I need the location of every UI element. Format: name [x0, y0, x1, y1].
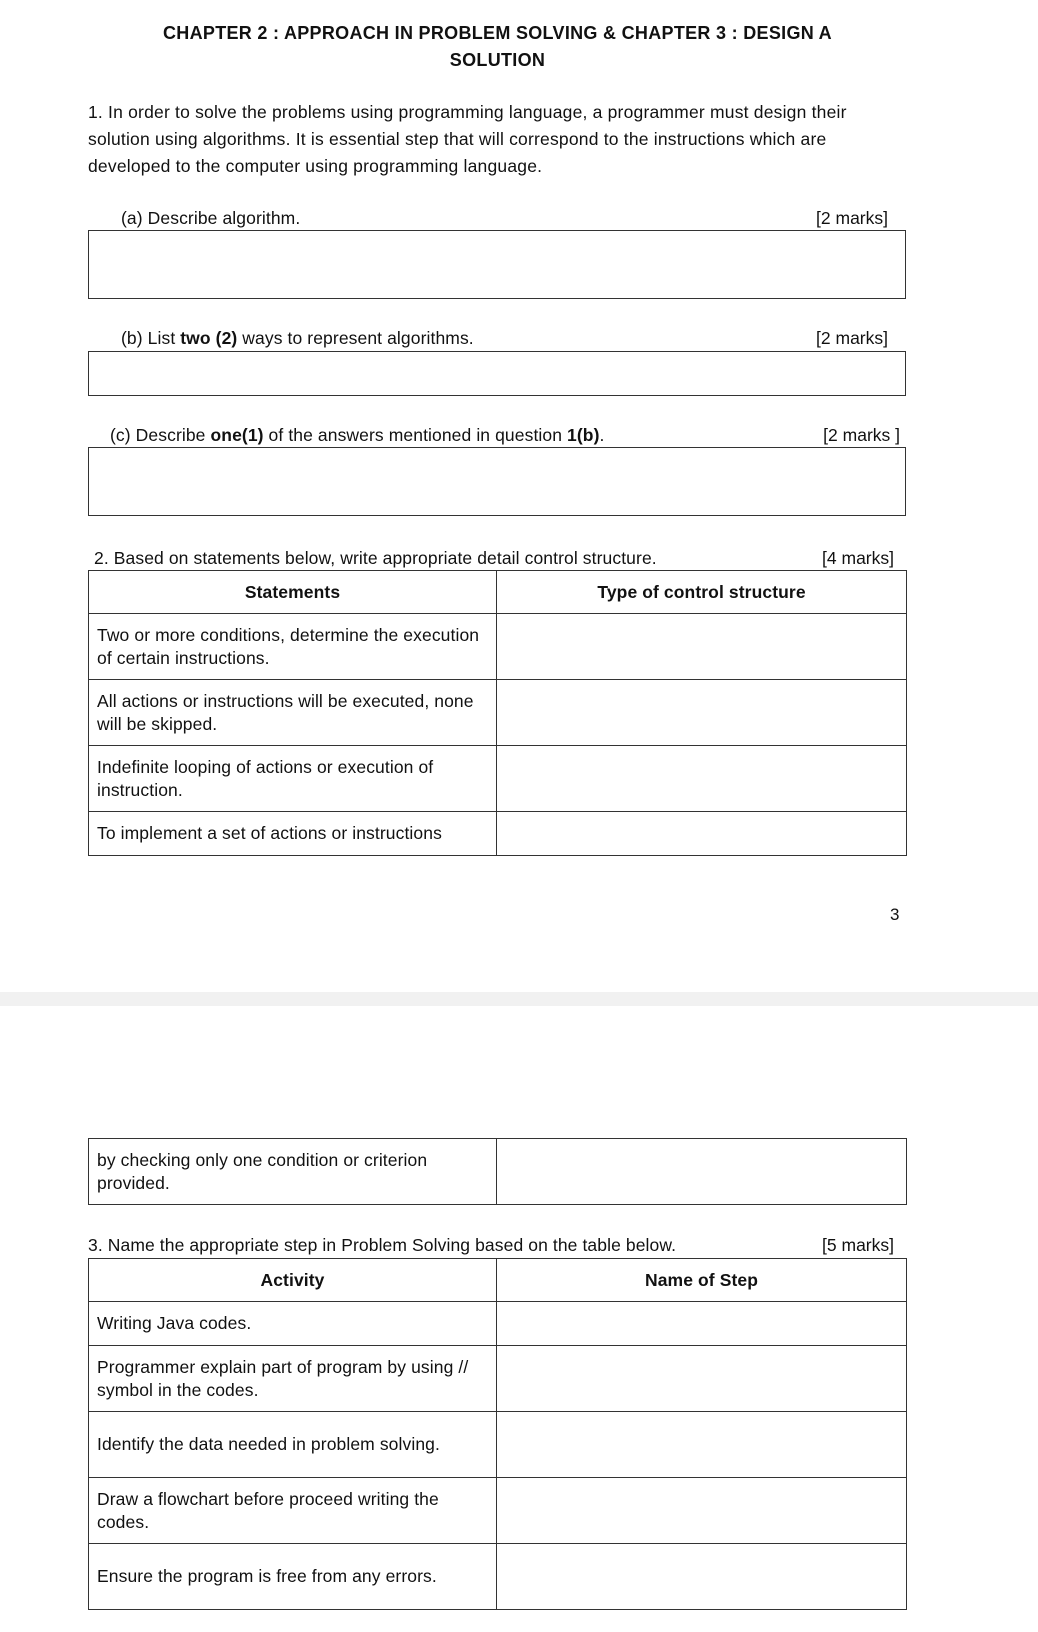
q3-col-step-name: Name of Step — [497, 1259, 907, 1302]
q3-marks: [5 marks] — [822, 1235, 894, 1255]
q2-statement: Two or more conditions, determine the execution of certain instructions. — [89, 614, 497, 680]
q3-activity: Identify the data needed in problem solving. — [89, 1412, 497, 1478]
q3-answer-cell[interactable] — [497, 1302, 907, 1346]
q1b-text-pre: (b) List — [121, 328, 181, 348]
table-row — [89, 812, 907, 856]
table-row — [89, 1139, 907, 1205]
q1c-text-bold2: 1(b) — [567, 425, 600, 445]
q2-col-control-structure: Type of control structure — [497, 571, 907, 614]
q1c-question — [110, 424, 604, 446]
q3-answer-cell[interactable] — [497, 1544, 907, 1610]
page-number: 3 — [890, 905, 900, 924]
q1a-answer-box[interactable] — [88, 230, 906, 299]
q1c-text-post: . — [599, 425, 605, 445]
page-break-divider — [0, 992, 1038, 1006]
q1c-marks: [2 marks ] — [823, 425, 900, 445]
q2-table — [88, 570, 907, 856]
table-row — [89, 1412, 907, 1478]
q3-answer-cell[interactable] — [497, 1478, 907, 1544]
title-line-1: CHAPTER 2 : APPROACH IN PROBLEM SOLVING & CHAPTER 3 : DESIGN A — [163, 23, 832, 43]
q3-col-activity: Activity — [89, 1259, 497, 1302]
title-line-2: SOLUTION — [449, 50, 546, 70]
q1a-question: (a) Describe algorithm. — [121, 208, 301, 228]
q2-statement: All actions or instructions will be executed, none will be skipped. — [89, 680, 497, 746]
table-row — [89, 1302, 907, 1346]
q2-statement: To implement a set of actions or instructions — [89, 812, 497, 856]
q2-col-statements: Statements — [89, 571, 497, 614]
q3-answer-cell[interactable] — [497, 1346, 907, 1412]
q3-heading: 3. Name the appropriate step in Problem Solving based on the table below. — [88, 1235, 677, 1255]
q1b-text-post: ways to represent algorithms. — [237, 328, 474, 348]
q1b-question — [121, 327, 474, 349]
q3-activity: Draw a flowchart before proceed writing the codes. — [89, 1478, 497, 1544]
q2-table-continued — [88, 1138, 907, 1205]
table-row — [89, 1544, 907, 1610]
q1c-answer-box[interactable] — [88, 447, 906, 516]
q1b-answer-box[interactable] — [88, 351, 906, 396]
q1c-text-pre: (c) Describe — [110, 425, 211, 445]
table-row — [89, 614, 907, 680]
q2-answer-cell[interactable] — [497, 812, 907, 856]
q3-activity: Ensure the program is free from any errors. — [89, 1544, 497, 1610]
q1c-text-bold1: one(1) — [210, 425, 264, 445]
q1c-text-mid: of the answers mentioned in question — [263, 425, 568, 445]
table-row — [89, 1346, 907, 1412]
q1b-text-bold: two (2) — [180, 328, 238, 348]
q3-answer-cell[interactable] — [497, 1412, 907, 1478]
q3-table-header — [89, 1259, 907, 1302]
q2-statement: Indefinite looping of actions or execution of instruction. — [89, 746, 497, 812]
table-row — [89, 746, 907, 812]
q2-answer-cell[interactable] — [497, 614, 907, 680]
q2-marks: [4 marks] — [822, 548, 894, 568]
q3-table — [88, 1258, 907, 1610]
q1-intro: 1. In order to solve the problems using programming language, a programmer must design their solution using algorithms. It is essential step that will correspond to the instructions which are developed to the computer using programming language. — [88, 102, 847, 176]
q2-table-header — [89, 571, 907, 614]
q3-activity: Writing Java codes. — [89, 1302, 497, 1346]
table-row — [89, 1478, 907, 1544]
table-row — [89, 680, 907, 746]
q2-answer-cell[interactable] — [497, 680, 907, 746]
q2-statement-continued: by checking only one condition or criterion provided. — [89, 1139, 497, 1205]
q1b-marks: [2 marks] — [816, 328, 888, 348]
q2-heading: 2. Based on statements below, write appropriate detail control structure. — [94, 548, 657, 568]
q2-answer-cell[interactable] — [497, 1139, 907, 1205]
page-title — [90, 20, 905, 74]
q2-answer-cell[interactable] — [497, 746, 907, 812]
q3-activity: Programmer explain part of program by using // symbol in the codes. — [89, 1346, 497, 1412]
q1a-marks: [2 marks] — [816, 208, 888, 228]
